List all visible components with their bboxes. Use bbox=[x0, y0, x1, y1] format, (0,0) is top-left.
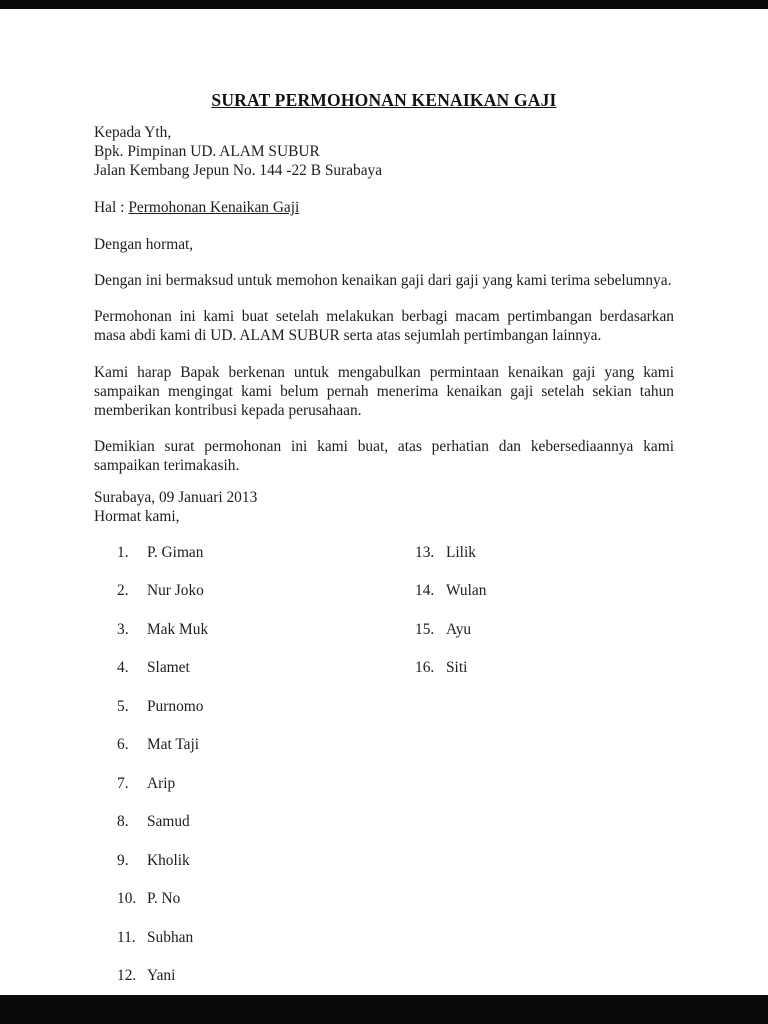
signatory-number: 9. bbox=[117, 851, 129, 869]
signatory-item bbox=[415, 658, 674, 677]
signatory-number: 8. bbox=[117, 813, 129, 831]
signatory-number: 2. bbox=[117, 582, 129, 600]
paragraph-closing: Demikian surat permohonan ini kami buat, atas perhatian dan kebersediaannya kami sampaikan terimakasih. bbox=[94, 438, 674, 475]
signatory-item bbox=[117, 735, 415, 754]
signatory-number: 15. bbox=[415, 620, 435, 638]
signatory-number: 5. bbox=[117, 697, 129, 715]
signatory-name: P. No bbox=[147, 890, 181, 908]
signatory-item bbox=[117, 812, 415, 831]
signatory-item bbox=[117, 658, 415, 677]
paragraph-intent: Dengan ini bermaksud untuk memohon kenaikan gaji dari gaji yang kami terima sebelumnya. bbox=[94, 272, 672, 289]
signatory-item bbox=[117, 928, 415, 947]
signatory-name: Ayu bbox=[446, 620, 472, 638]
recipient-block bbox=[94, 123, 674, 180]
signatory-item bbox=[415, 581, 674, 600]
signatory-name: Siti bbox=[446, 659, 468, 677]
signatory-number: 4. bbox=[117, 659, 129, 677]
signatory-item bbox=[415, 543, 674, 562]
paragraph-request: Kami harap Bapak berkenan untuk mengabulkan permintaan kenaikan gaji yang kami sampaikan mengingat kami belum pernah menerima kenaikan gaji setelah sekian tahun memberikan kontribusi kepada perusahaan. bbox=[94, 363, 674, 420]
signoff: Hormat kami, bbox=[94, 507, 180, 525]
signatory-number: 10. bbox=[117, 890, 137, 908]
signatory-number: 6. bbox=[117, 736, 129, 754]
subject-line bbox=[94, 198, 674, 217]
subject-value: Permohonan Kenaikan Gaji bbox=[128, 199, 300, 216]
signatory-name: Purnomo bbox=[147, 697, 204, 715]
salutation: Dengan hormat, bbox=[94, 236, 194, 253]
signatory-number: 1. bbox=[117, 543, 129, 561]
signatory-item bbox=[117, 620, 415, 639]
signatory-item bbox=[117, 697, 415, 716]
signatory-item bbox=[117, 966, 415, 985]
signatory-name: Arip bbox=[147, 774, 176, 792]
signatory-name: Lilik bbox=[446, 543, 476, 561]
signatory-name: Subhan bbox=[147, 928, 194, 946]
letter-title: SURAT PERMOHONAN KENAIKAN GAJI bbox=[211, 90, 557, 110]
subject-label: Hal : bbox=[94, 199, 125, 216]
paragraph-consideration: Permohonan ini kami buat setelah melakukan berbagi macam pertimbangan berdasarkan masa abdi kami di UD. ALAM SUBUR serta atas sejumlah pertimbangan lainnya. bbox=[94, 308, 674, 345]
signatory-column-right bbox=[415, 543, 674, 1005]
signatory-name: Mat Taji bbox=[147, 736, 200, 754]
signatory-item bbox=[117, 889, 415, 908]
signatory-number: 11. bbox=[117, 928, 136, 946]
signatory-item bbox=[415, 620, 674, 639]
recipient-line-1: Kepada Yth, bbox=[94, 124, 172, 141]
signatory-name: Slamet bbox=[147, 659, 190, 677]
signatory-name: Kholik bbox=[147, 851, 190, 869]
letter-body bbox=[94, 9, 674, 1005]
letterbox-bar-top bbox=[0, 0, 768, 9]
signatory-item bbox=[117, 543, 415, 562]
recipient-line-2: Bpk. Pimpinan UD. ALAM SUBUR bbox=[94, 143, 320, 160]
signatory-number: 14. bbox=[415, 582, 435, 600]
signatory-item bbox=[117, 774, 415, 793]
signatory-number: 13. bbox=[415, 543, 435, 561]
signatory-name: Mak Muk bbox=[147, 620, 209, 638]
signatory-number: 3. bbox=[117, 620, 129, 638]
signatory-number: 12. bbox=[117, 967, 137, 985]
signatory-name: Wulan bbox=[446, 582, 487, 600]
signatory-name: Yani bbox=[147, 967, 176, 985]
place-date: Surabaya, 09 Januari 2013 bbox=[94, 488, 258, 506]
signatory-number: 7. bbox=[117, 774, 129, 792]
signatory-item bbox=[117, 851, 415, 870]
signatory-column-left bbox=[94, 543, 415, 1005]
signatory-list bbox=[94, 543, 674, 1005]
closing-block bbox=[94, 488, 674, 526]
signatory-name: P. Giman bbox=[147, 543, 204, 561]
recipient-line-3: Jalan Kembang Jepun No. 144 -22 B Surabaya bbox=[94, 162, 383, 179]
signatory-item bbox=[117, 581, 415, 600]
signatory-number: 16. bbox=[415, 659, 435, 677]
signatory-name: Nur Joko bbox=[147, 582, 204, 600]
signatory-name: Samud bbox=[147, 813, 190, 831]
